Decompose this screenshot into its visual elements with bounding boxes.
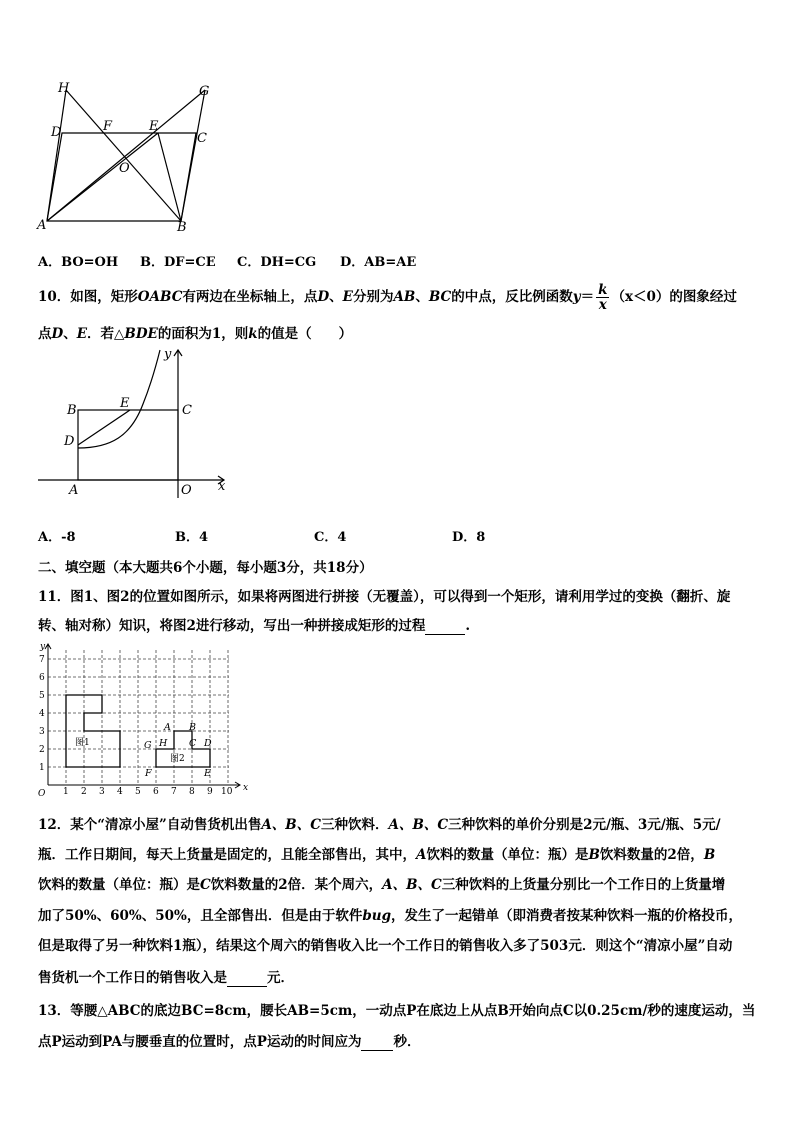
x-tick-1: 1: [63, 787, 69, 797]
label-o: O: [181, 483, 192, 498]
y-tick-7: 7: [39, 655, 45, 665]
parallelogram-abcd: [47, 133, 196, 221]
q12-line6: 售货机一个工作日的销售收入是 元．: [38, 970, 294, 986]
origin-label: O: [38, 789, 46, 798]
point-d: D: [204, 738, 212, 749]
label-e: E: [120, 396, 130, 411]
label-c: C: [182, 403, 192, 418]
x-tick-10: 10: [221, 787, 233, 797]
q10-option-d[interactable]: D．8: [452, 530, 486, 545]
fraction-k-over-x: $\frac{k}{x}$: [598, 282, 608, 314]
y-tick-4: 4: [39, 709, 45, 719]
q11-grid-figure: [28, 640, 252, 798]
x-tick-3: 3: [99, 787, 105, 797]
q10-options: [38, 526, 518, 544]
point-b: B: [189, 722, 196, 733]
point-c: C: [189, 738, 197, 749]
q12-line4: 加了50%、60%、50%，且全部售出．但是由于软件bug，发生了一起错单（即消费者按某种饮料一瓶的价格投币，: [38, 908, 743, 924]
q11-line1: 11．图1、图2的位置如图所示，如果将两图进行拼接（无覆盖），可以得到一个矩形，请利用学过的变换（翻折、旋: [38, 589, 731, 605]
x-tick-6: 6: [153, 787, 159, 797]
q9-option-d[interactable]: D．AB=AE: [340, 255, 417, 270]
answer-blank[interactable]: [425, 618, 465, 635]
y-tick-1: 1: [39, 763, 45, 773]
y-tick-2: 2: [39, 745, 45, 755]
q12-line3: 饮料的数量（单位：瓶）是C饮料数量的2倍．某个周六，A、B、C三种饮料的上货量分别比一个工作日的上货量增: [38, 877, 726, 893]
q13-line1: 13．等腰△ABC的底边BC=8cm，腰长AB=5cm，一动点P在底边上从点B开始向点C以0.25cm/秒的速度运动，当: [38, 1003, 756, 1019]
label-g: G: [199, 84, 210, 99]
x-tick-9: 9: [207, 787, 213, 797]
q10-option-a[interactable]: A．-8: [38, 530, 76, 545]
q10-figure: [36, 344, 232, 500]
q11-line2: 转、轴对称）知识，将图2进行移动，写出一种拼接成矩形的过程 .: [38, 618, 471, 634]
segment-ha: [47, 90, 66, 221]
rectangle-oabc: [78, 410, 178, 480]
y-tick-6: 6: [39, 673, 45, 683]
segment-gb: [181, 90, 205, 221]
point-f: F: [145, 768, 152, 779]
q9-figure: [30, 78, 220, 236]
y-tick-3: 3: [39, 727, 45, 737]
x-tick-8: 8: [189, 787, 195, 797]
label-y: y: [164, 347, 172, 362]
segment-ae: [47, 133, 158, 221]
label-e: E: [149, 119, 159, 134]
label-d: D: [64, 434, 75, 449]
point-g: G: [144, 740, 152, 751]
label-a: A: [37, 218, 47, 233]
q9-option-a[interactable]: A．BO=OH: [38, 255, 119, 270]
segment-de: [78, 410, 130, 445]
axis-label-x: x: [243, 783, 249, 793]
q9-options: [38, 251, 438, 269]
answer-blank[interactable]: [361, 1034, 393, 1051]
label-b: B: [67, 403, 77, 418]
point-a: A: [164, 722, 171, 733]
axis-label-y: y: [40, 642, 46, 652]
q12-line1: 12．某个“清凉小屋”自动售货机出售A、B、C三种饮料．A、B、C三种饮料的单价分别是2元/瓶、3元/瓶、5元/: [38, 817, 721, 833]
q10-line2: 点D、E．若△BDE的面积为1，则k的值是（ ）: [38, 326, 353, 342]
point-h: H: [159, 738, 168, 749]
q13-line2: 点P运动到PA与腰垂直的位置时，点P运动的时间应为 秒．: [38, 1034, 421, 1050]
q10-option-c[interactable]: C．4: [314, 530, 347, 545]
q9-option-b[interactable]: B．DF=CE: [140, 255, 216, 270]
q10-option-b[interactable]: B．4: [175, 530, 209, 545]
label-b: B: [177, 220, 187, 235]
x-tick-4: 4: [117, 787, 123, 797]
label-figure2: 图2: [170, 754, 185, 764]
q10-line1: 10．如图，矩形OABC有两边在坐标轴上，点D、E分别为AB、BC的中点，反比例函数y＝ $\frac{k}{x}$ （x＜0）的图象经过: [38, 282, 737, 314]
x-tick-2: 2: [81, 787, 87, 797]
point-e: E: [204, 768, 211, 779]
x-tick-5: 5: [135, 787, 141, 797]
label-a: A: [69, 483, 79, 498]
label-figure1: 图1: [75, 738, 90, 748]
answer-blank[interactable]: [227, 970, 267, 987]
q9-option-c[interactable]: C．DH=CG: [237, 255, 317, 270]
y-tick-5: 5: [39, 691, 45, 701]
q12-line2: 瓶．工作日期间，每天上货量是固定的，且能全部售出，其中，A饮料的数量（单位：瓶）是B饮料数量的2倍，B: [38, 847, 716, 863]
segment-ag: [47, 90, 205, 221]
label-x: x: [218, 479, 226, 494]
label-c: C: [197, 131, 207, 146]
label-o: O: [119, 161, 130, 176]
q12-line5: 但是取得了另一种饮料1瓶），结果这个周六的销售收入比一个工作日的销售收入多了503元．则这个“清凉小屋”自动: [38, 938, 733, 954]
section-title: 二、填空题（本大题共6个小题，每小题3分，共18分）: [38, 560, 373, 576]
label-f: F: [103, 119, 113, 134]
label-h: H: [58, 81, 70, 96]
label-d: D: [51, 125, 62, 140]
x-tick-7: 7: [171, 787, 177, 797]
hyperbola-curve: [78, 350, 160, 448]
